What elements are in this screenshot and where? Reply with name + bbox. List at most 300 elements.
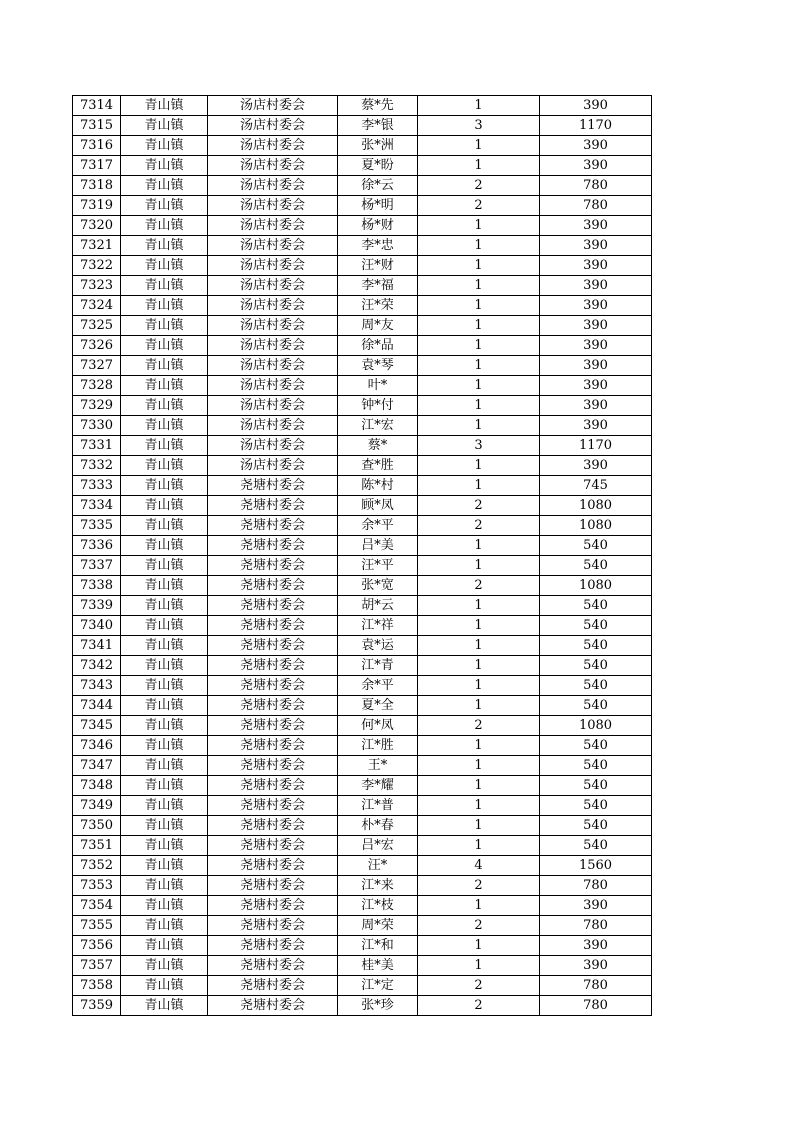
row-number-cell: 7355 [73,916,121,936]
amount-cell: 780 [540,976,652,996]
name-cell: 王* [338,756,418,776]
amount-cell: 745 [540,476,652,496]
amount-cell: 540 [540,796,652,816]
amount-cell: 390 [540,276,652,296]
table-row [73,596,652,616]
count-cell: 2 [418,876,540,896]
table-row [73,556,652,576]
town-cell: 青山镇 [121,816,208,836]
row-number-cell: 7353 [73,876,121,896]
village-committee-cell: 尧塘村委会 [208,556,338,576]
count-cell: 1 [418,476,540,496]
table-row [73,256,652,276]
table-row [73,756,652,776]
town-cell: 青山镇 [121,556,208,576]
count-cell: 1 [418,936,540,956]
name-cell: 胡*云 [338,596,418,616]
count-cell: 3 [418,436,540,456]
amount-cell: 540 [540,636,652,656]
count-cell: 2 [418,516,540,536]
row-number-cell: 7348 [73,776,121,796]
count-cell: 1 [418,316,540,336]
village-committee-cell: 尧塘村委会 [208,816,338,836]
name-cell: 蔡*先 [338,96,418,116]
table-row [73,876,652,896]
table-row [73,616,652,636]
village-committee-cell: 尧塘村委会 [208,616,338,636]
table-row [73,956,652,976]
village-committee-cell: 尧塘村委会 [208,936,338,956]
name-cell: 余*平 [338,676,418,696]
count-cell: 1 [418,456,540,476]
table-row [73,196,652,216]
name-cell: 桂*美 [338,956,418,976]
count-cell: 2 [418,976,540,996]
row-number-cell: 7318 [73,176,121,196]
table-row [73,396,652,416]
name-cell: 汪*荣 [338,296,418,316]
name-cell: 张*宽 [338,576,418,596]
town-cell: 青山镇 [121,756,208,776]
town-cell: 青山镇 [121,676,208,696]
amount-cell: 780 [540,996,652,1016]
town-cell: 青山镇 [121,536,208,556]
row-number-cell: 7334 [73,496,121,516]
amount-cell: 540 [540,656,652,676]
amount-cell: 390 [540,316,652,336]
row-number-cell: 7341 [73,636,121,656]
name-cell: 张*珍 [338,996,418,1016]
amount-cell: 390 [540,376,652,396]
village-committee-cell: 尧塘村委会 [208,916,338,936]
amount-cell: 540 [540,816,652,836]
count-cell: 1 [418,736,540,756]
name-cell: 江*祥 [338,616,418,636]
count-cell: 1 [418,896,540,916]
count-cell: 2 [418,916,540,936]
village-committee-cell: 尧塘村委会 [208,736,338,756]
town-cell: 青山镇 [121,516,208,536]
amount-cell: 390 [540,236,652,256]
name-cell: 蔡* [338,436,418,456]
town-cell: 青山镇 [121,196,208,216]
town-cell: 青山镇 [121,696,208,716]
count-cell: 1 [418,636,540,656]
count-cell: 1 [418,616,540,636]
row-number-cell: 7338 [73,576,121,596]
town-cell: 青山镇 [121,436,208,456]
row-number-cell: 7332 [73,456,121,476]
table-row [73,676,652,696]
town-cell: 青山镇 [121,896,208,916]
town-cell: 青山镇 [121,356,208,376]
village-committee-cell: 汤店村委会 [208,276,338,296]
town-cell: 青山镇 [121,796,208,816]
table-row [73,656,652,676]
town-cell: 青山镇 [121,596,208,616]
row-number-cell: 7328 [73,376,121,396]
table-row [73,116,652,136]
row-number-cell: 7329 [73,396,121,416]
count-cell: 2 [418,576,540,596]
name-cell: 江*青 [338,656,418,676]
village-committee-cell: 汤店村委会 [208,396,338,416]
town-cell: 青山镇 [121,396,208,416]
town-cell: 青山镇 [121,936,208,956]
table-row [73,716,652,736]
village-committee-cell: 汤店村委会 [208,436,338,456]
count-cell: 1 [418,676,540,696]
row-number-cell: 7321 [73,236,121,256]
village-committee-cell: 尧塘村委会 [208,996,338,1016]
table-row [73,96,652,116]
amount-cell: 780 [540,196,652,216]
village-committee-cell: 尧塘村委会 [208,676,338,696]
count-cell: 1 [418,556,540,576]
row-number-cell: 7343 [73,676,121,696]
town-cell: 青山镇 [121,136,208,156]
amount-cell: 390 [540,256,652,276]
row-number-cell: 7345 [73,716,121,736]
amount-cell: 390 [540,156,652,176]
village-committee-cell: 尧塘村委会 [208,536,338,556]
name-cell: 杨*明 [338,196,418,216]
count-cell: 1 [418,296,540,316]
amount-cell: 390 [540,456,652,476]
name-cell: 李*福 [338,276,418,296]
amount-cell: 390 [540,396,652,416]
name-cell: 余*平 [338,516,418,536]
table-row [73,216,652,236]
count-cell: 1 [418,776,540,796]
amount-cell: 390 [540,336,652,356]
table-row [73,636,652,656]
count-cell: 1 [418,396,540,416]
count-cell: 1 [418,816,540,836]
amount-cell: 780 [540,176,652,196]
town-cell: 青山镇 [121,256,208,276]
name-cell: 徐*云 [338,176,418,196]
village-committee-cell: 尧塘村委会 [208,576,338,596]
town-cell: 青山镇 [121,876,208,896]
town-cell: 青山镇 [121,996,208,1016]
amount-cell: 540 [540,676,652,696]
village-committee-cell: 尧塘村委会 [208,976,338,996]
village-committee-cell: 汤店村委会 [208,156,338,176]
table-row [73,456,652,476]
row-number-cell: 7346 [73,736,121,756]
amount-cell: 390 [540,216,652,236]
name-cell: 李*银 [338,116,418,136]
name-cell: 吕*宏 [338,836,418,856]
count-cell: 2 [418,176,540,196]
village-committee-cell: 汤店村委会 [208,316,338,336]
town-cell: 青山镇 [121,236,208,256]
count-cell: 1 [418,956,540,976]
row-number-cell: 7317 [73,156,121,176]
amount-cell: 780 [540,916,652,936]
village-committee-cell: 汤店村委会 [208,136,338,156]
amount-cell: 1080 [540,496,652,516]
table-row [73,416,652,436]
count-cell: 1 [418,656,540,676]
name-cell: 杨*财 [338,216,418,236]
town-cell: 青山镇 [121,636,208,656]
village-committee-cell: 汤店村委会 [208,216,338,236]
village-committee-cell: 汤店村委会 [208,196,338,216]
amount-cell: 540 [540,616,652,636]
village-committee-cell: 汤店村委会 [208,456,338,476]
row-number-cell: 7354 [73,896,121,916]
table-row [73,376,652,396]
name-cell: 袁*运 [338,636,418,656]
table-row [73,156,652,176]
name-cell: 周*友 [338,316,418,336]
village-committee-cell: 尧塘村委会 [208,856,338,876]
row-number-cell: 7324 [73,296,121,316]
name-cell: 朴*春 [338,816,418,836]
table-row [73,996,652,1016]
village-committee-cell: 汤店村委会 [208,236,338,256]
table-row [73,896,652,916]
town-cell: 青山镇 [121,836,208,856]
name-cell: 汪*平 [338,556,418,576]
village-committee-cell: 尧塘村委会 [208,756,338,776]
count-cell: 1 [418,336,540,356]
table-row [73,816,652,836]
village-committee-cell: 尧塘村委会 [208,956,338,976]
name-cell: 夏*盼 [338,156,418,176]
village-committee-cell: 汤店村委会 [208,356,338,376]
row-number-cell: 7335 [73,516,121,536]
table-row [73,356,652,376]
row-number-cell: 7322 [73,256,121,276]
row-number-cell: 7342 [73,656,121,676]
amount-cell: 540 [540,776,652,796]
village-committee-cell: 汤店村委会 [208,176,338,196]
table-body [73,96,652,1016]
row-number-cell: 7323 [73,276,121,296]
name-cell: 叶* [338,376,418,396]
count-cell: 1 [418,96,540,116]
amount-cell: 540 [540,756,652,776]
table-row [73,736,652,756]
amount-cell: 390 [540,96,652,116]
row-number-cell: 7336 [73,536,121,556]
village-committee-cell: 尧塘村委会 [208,496,338,516]
row-number-cell: 7349 [73,796,121,816]
amount-cell: 780 [540,876,652,896]
row-number-cell: 7344 [73,696,121,716]
row-number-cell: 7357 [73,956,121,976]
village-committee-cell: 尧塘村委会 [208,596,338,616]
amount-cell: 390 [540,936,652,956]
table-row [73,856,652,876]
row-number-cell: 7331 [73,436,121,456]
name-cell: 汪*财 [338,256,418,276]
village-committee-cell: 尧塘村委会 [208,716,338,736]
amount-cell: 390 [540,136,652,156]
town-cell: 青山镇 [121,776,208,796]
count-cell: 4 [418,856,540,876]
village-committee-cell: 汤店村委会 [208,296,338,316]
row-number-cell: 7333 [73,476,121,496]
table-row [73,916,652,936]
town-cell: 青山镇 [121,476,208,496]
town-cell: 青山镇 [121,216,208,236]
table-row [73,696,652,716]
row-number-cell: 7350 [73,816,121,836]
table-row [73,436,652,456]
village-committee-cell: 尧塘村委会 [208,836,338,856]
table-row [73,776,652,796]
table-row [73,936,652,956]
town-cell: 青山镇 [121,156,208,176]
village-committee-cell: 尧塘村委会 [208,636,338,656]
table-row [73,276,652,296]
name-cell: 汪* [338,856,418,876]
town-cell: 青山镇 [121,116,208,136]
row-number-cell: 7340 [73,616,121,636]
town-cell: 青山镇 [121,416,208,436]
count-cell: 2 [418,496,540,516]
row-number-cell: 7356 [73,936,121,956]
amount-cell: 1080 [540,576,652,596]
name-cell: 吕*美 [338,536,418,556]
table-row [73,316,652,336]
village-committee-cell: 汤店村委会 [208,336,338,356]
row-number-cell: 7326 [73,336,121,356]
village-committee-cell: 汤店村委会 [208,96,338,116]
table-row [73,176,652,196]
name-cell: 周*荣 [338,916,418,936]
village-committee-cell: 尧塘村委会 [208,896,338,916]
table-row [73,476,652,496]
count-cell: 2 [418,196,540,216]
row-number-cell: 7325 [73,316,121,336]
amount-cell: 540 [540,836,652,856]
town-cell: 青山镇 [121,716,208,736]
count-cell: 1 [418,156,540,176]
count-cell: 1 [418,796,540,816]
table-row [73,516,652,536]
count-cell: 1 [418,696,540,716]
town-cell: 青山镇 [121,336,208,356]
table-row [73,976,652,996]
count-cell: 1 [418,416,540,436]
name-cell: 江*定 [338,976,418,996]
table-row [73,496,652,516]
table-row [73,296,652,316]
village-committee-cell: 尧塘村委会 [208,696,338,716]
town-cell: 青山镇 [121,376,208,396]
count-cell: 1 [418,836,540,856]
name-cell: 江*胜 [338,736,418,756]
name-cell: 江*宏 [338,416,418,436]
count-cell: 1 [418,376,540,396]
name-cell: 江*枝 [338,896,418,916]
amount-cell: 1080 [540,516,652,536]
count-cell: 2 [418,716,540,736]
name-cell: 袁*琴 [338,356,418,376]
count-cell: 1 [418,756,540,776]
town-cell: 青山镇 [121,96,208,116]
row-number-cell: 7337 [73,556,121,576]
village-committee-cell: 尧塘村委会 [208,656,338,676]
row-number-cell: 7359 [73,996,121,1016]
village-committee-cell: 汤店村委会 [208,376,338,396]
count-cell: 1 [418,136,540,156]
town-cell: 青山镇 [121,456,208,476]
row-number-cell: 7320 [73,216,121,236]
name-cell: 夏*全 [338,696,418,716]
town-cell: 青山镇 [121,856,208,876]
village-committee-cell: 尧塘村委会 [208,516,338,536]
name-cell: 查*胜 [338,456,418,476]
table-row [73,336,652,356]
row-number-cell: 7347 [73,756,121,776]
town-cell: 青山镇 [121,656,208,676]
village-committee-cell: 汤店村委会 [208,116,338,136]
amount-cell: 390 [540,956,652,976]
name-cell: 江*和 [338,936,418,956]
village-committee-cell: 尧塘村委会 [208,876,338,896]
town-cell: 青山镇 [121,176,208,196]
amount-cell: 390 [540,896,652,916]
amount-cell: 540 [540,736,652,756]
name-cell: 江*来 [338,876,418,896]
count-cell: 1 [418,276,540,296]
table-row [73,836,652,856]
amount-cell: 540 [540,696,652,716]
row-number-cell: 7358 [73,976,121,996]
village-committee-cell: 尧塘村委会 [208,796,338,816]
village-committee-cell: 汤店村委会 [208,416,338,436]
row-number-cell: 7316 [73,136,121,156]
amount-cell: 390 [540,356,652,376]
name-cell: 何*凤 [338,716,418,736]
town-cell: 青山镇 [121,496,208,516]
amount-cell: 540 [540,556,652,576]
village-committee-cell: 尧塘村委会 [208,476,338,496]
amount-cell: 1170 [540,436,652,456]
row-number-cell: 7327 [73,356,121,376]
count-cell: 2 [418,996,540,1016]
row-number-cell: 7319 [73,196,121,216]
amount-cell: 1560 [540,856,652,876]
count-cell: 1 [418,236,540,256]
table-row [73,136,652,156]
village-committee-cell: 尧塘村委会 [208,776,338,796]
town-cell: 青山镇 [121,916,208,936]
data-table [72,95,652,1016]
table-row [73,796,652,816]
town-cell: 青山镇 [121,276,208,296]
row-number-cell: 7315 [73,116,121,136]
town-cell: 青山镇 [121,576,208,596]
amount-cell: 1170 [540,116,652,136]
table-row [73,536,652,556]
name-cell: 李*耀 [338,776,418,796]
name-cell: 钟*付 [338,396,418,416]
town-cell: 青山镇 [121,976,208,996]
count-cell: 1 [418,256,540,276]
table-row [73,576,652,596]
row-number-cell: 7351 [73,836,121,856]
amount-cell: 540 [540,536,652,556]
table-row [73,236,652,256]
amount-cell: 390 [540,296,652,316]
